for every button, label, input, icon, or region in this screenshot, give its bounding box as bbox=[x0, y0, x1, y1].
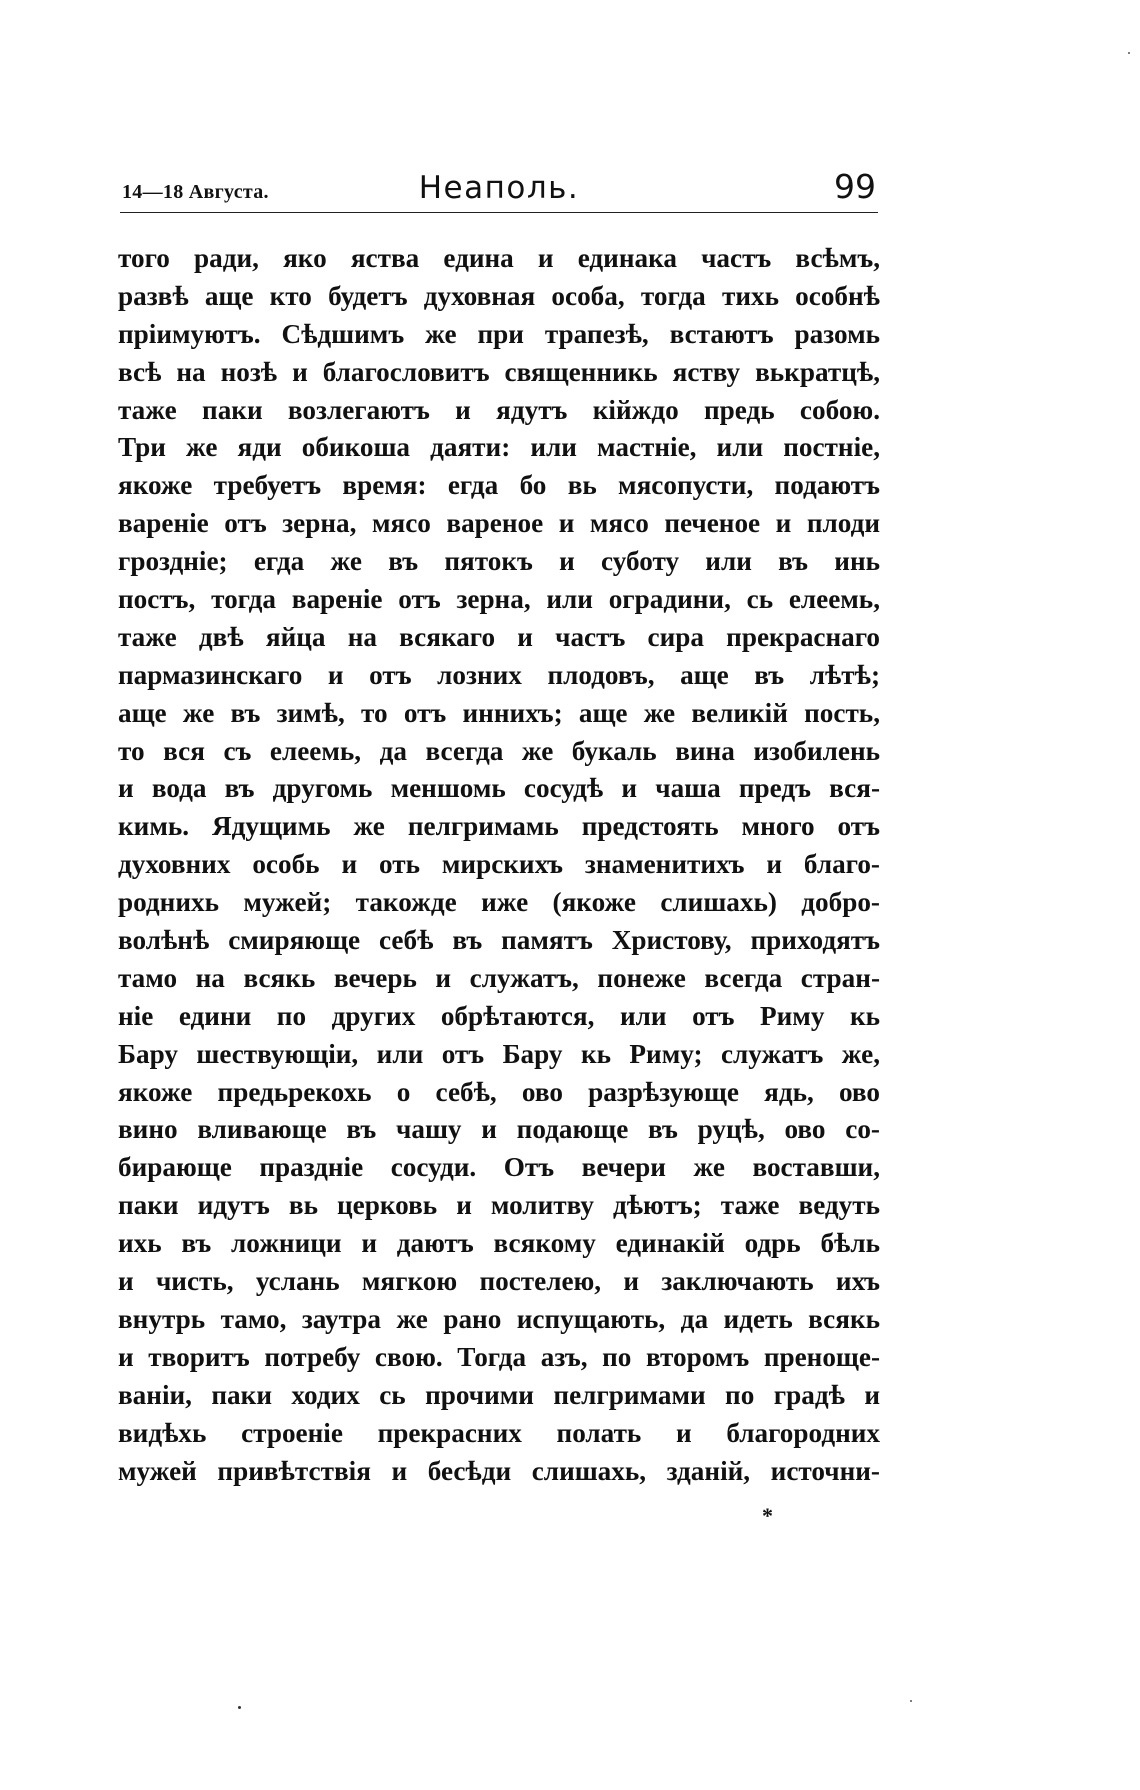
header-dates: 14—18 Августа. bbox=[122, 181, 269, 203]
text-line: и вода въ другомь меншомь сосудѣ и чаша предъ вся- bbox=[118, 773, 880, 804]
text-line: аще же въ зимѣ, то отъ иннихъ; аще же великій пость, bbox=[118, 697, 880, 728]
text-line: вареніе отъ зерна, мясо вареное и мясо печеное и плоди bbox=[118, 508, 880, 539]
text-line: волѣнѣ смиряюще себѣ въ памятъ Христову, приходятъ bbox=[118, 925, 880, 956]
text-line: развѣ аще кто будетъ духовная особа, тогда тихь особнѣ bbox=[118, 280, 880, 311]
text-line: таже паки возлегаютъ и ядутъ кійждо предь собою. bbox=[118, 394, 880, 425]
text-line: внутрь тамо, заутра же рано испущають, да идеть всякь bbox=[118, 1303, 880, 1334]
text-line: кимь. Ядущимь же пелгримамь предстоять много отъ bbox=[118, 811, 880, 842]
body-text bbox=[118, 240, 880, 1490]
text-line: постъ, тогда вареніе отъ зерна, или оградини, сь елеемь, bbox=[118, 584, 880, 615]
text-line: Бару шествующіи, или отъ Бару кь Риму; служатъ же, bbox=[118, 1038, 880, 1069]
text-line: гроздніе; егда же въ пятокъ и суботу или въ инь bbox=[118, 546, 880, 577]
text-line: бирающе праздніе сосуди. Отъ вечери же воставши, bbox=[118, 1152, 880, 1183]
page-number: 99 bbox=[834, 167, 876, 206]
text-line: якоже предьрекохь о себѣ, ово разрѣзующе ядь, ово bbox=[118, 1076, 880, 1107]
text-line: и чисть, услань мягкою постелею, и заключають ихъ bbox=[118, 1266, 880, 1297]
running-header bbox=[120, 160, 878, 213]
text-line: якоже требуетъ время: егда бо вь мясопусти, подаютъ bbox=[118, 470, 880, 501]
text-line: ваніи, паки ходих сь прочими пелгримами по градѣ и bbox=[118, 1379, 880, 1410]
print-speck bbox=[238, 1706, 241, 1709]
text-line: то вся съ елеемь, да всегда же букаль вина изобилень bbox=[118, 735, 880, 766]
text-line: вино вливающе въ чашу и подающе въ руцѣ, ово со- bbox=[118, 1114, 880, 1145]
print-speck bbox=[1128, 52, 1130, 54]
text-line: пармазинскаго и отъ лозних плодовъ, аще въ лѣтѣ; bbox=[118, 659, 880, 690]
header-city-title: Неаполь. bbox=[418, 170, 580, 206]
text-line: Три же яди обикоша даяти: или мастніе, или постніе, bbox=[118, 432, 880, 463]
text-line: паки идутъ вь церковь и молитву дѣютъ; таже ведуть bbox=[118, 1190, 880, 1221]
text-line: ніе едини по других обрѣтаются, или отъ Риму кь bbox=[118, 1000, 880, 1031]
text-line: мужей привѣтствія и бесѣди слишахь, зданій, источни- bbox=[118, 1455, 880, 1486]
text-line: духовних особь и оть мирскихъ знаменитихъ и благо- bbox=[118, 849, 880, 880]
text-line: и творитъ потребу свою. Тогда азъ, по второмъ пренощe- bbox=[118, 1341, 880, 1372]
text-line: того ради, яко яства едина и единака частъ всѣмъ, bbox=[118, 243, 880, 273]
text-line: пріимуютъ. Сѣдшимъ же при трапезѣ, встаютъ разомь bbox=[118, 318, 880, 349]
text-line: видѣхь строеніе прекрасних полать и благородних bbox=[118, 1417, 880, 1448]
footnote-mark: * bbox=[762, 1503, 773, 1528]
print-speck bbox=[910, 1700, 912, 1702]
text-line: всѣ на нозѣ и благословитъ священникь яству вькратцѣ, bbox=[118, 356, 880, 387]
text-line: ихь въ ложници и даютъ всякому единакій одрь бѣль bbox=[118, 1228, 880, 1259]
text-line: таже двѣ яйца на всякаго и частъ сира прекраснаго bbox=[118, 621, 880, 652]
text-line: тамо на всякь вечерь и служатъ, понеже всегда стран- bbox=[118, 962, 880, 993]
text-line: роднихь мужей; такожде иже (якоже слишахь) добро- bbox=[118, 887, 880, 918]
